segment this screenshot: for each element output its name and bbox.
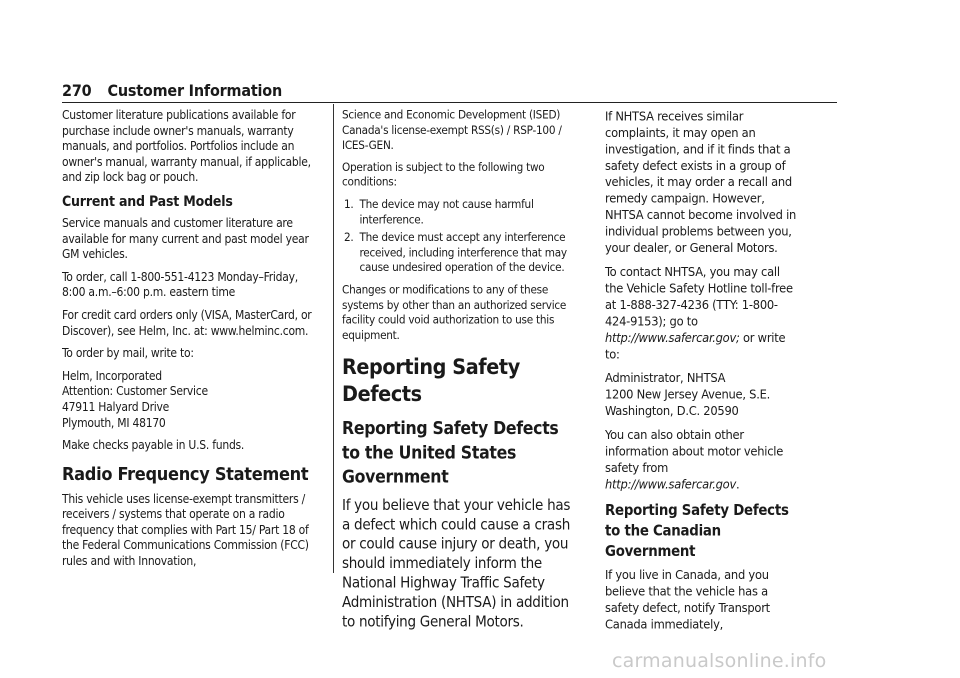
safercar-link-2[interactable]: http://www.safercar.gov xyxy=(605,476,737,492)
nhtsa-investigation-paragraph: If NHTSA receives similar complaints, it may open an investigation, and if it finds that a safety defect exists in a group of vehicles, it may order a recall and remedy campaign. However, NHTSA cannot become involved in individual problems between you, your dealer, or General Motors. xyxy=(605,108,797,256)
address-line: Administrator, NHTSA xyxy=(605,370,726,386)
safercar-link[interactable]: http://www.safercar.gov; xyxy=(605,330,740,346)
heading-radio-frequency: Radio Frequency Statement xyxy=(62,463,309,485)
address-line: Washington, D.C. 20590 xyxy=(605,403,739,419)
heading-current-past-models: Current and Past Models xyxy=(62,193,233,210)
checks-paragraph: Make checks payable in U.S. funds. xyxy=(62,438,245,453)
column-divider-left xyxy=(333,104,334,573)
other-info-paragraph: You can also obtain other information about motor vehicle safety from http://www.safercar.gov. xyxy=(605,427,784,492)
heading-us-government: Reporting Safety Defects to the United States Government xyxy=(342,418,559,488)
column-1 xyxy=(62,108,324,577)
order-mail-paragraph: To order by mail, write to: xyxy=(62,346,194,361)
credit-card-paragraph: For credit card orders only (VISA, MasterCard, or Discover), see Helm, Inc. at: www.helminc.com. xyxy=(62,307,312,338)
address-line: 1200 New Jersey Avenue, S.E. xyxy=(605,387,771,402)
nhtsa-address xyxy=(605,370,799,419)
literature-paragraph: Customer literature publications available for purchase include owner's manuals, warranty manuals, and portfolios. Portfolios include an owner's manual, warranty manual, if applicable, and zip lock bag or pouch. xyxy=(62,108,311,185)
helm-address xyxy=(62,369,324,431)
contact-nhtsa-paragraph: To contact NHTSA, you may call the Vehicle Safety Hotline toll-free at 1-888-327-4236 (TTY: 1-800-424-9153); go to http://www.safercar.gov; or write to: xyxy=(605,264,793,362)
order-phone-paragraph: To order, call 1-800-551-4123 Monday–Friday, 8:00 a.m.–6:00 p.m. eastern time xyxy=(62,269,298,300)
page-header xyxy=(62,80,837,103)
conditions-paragraph: Operation is subject to the following two conditions: xyxy=(342,160,545,189)
ised-paragraph: Science and Economic Development (ISED) Canada's license-exempt RSS(s) / RSP-100 / ICES-GEN. xyxy=(342,108,562,152)
changes-paragraph: Changes or modifications to any of these systems by other than an authorized service facility could void authorization to use this equipment. xyxy=(342,282,567,342)
service-manuals-paragraph: Service manuals and customer literature are available for many current and past model year GM vehicles. xyxy=(62,215,309,262)
address-line: 47911 Halyard Drive xyxy=(62,399,170,414)
page-number: 270 xyxy=(62,81,92,100)
conditions-list xyxy=(342,197,575,276)
radio-paragraph: This vehicle uses license-exempt transmitters / receivers / systems that operate on a radio frequency that complies with Part 15/ Part 18 of the Federal Communications Commission (FCC) rules and with Innovation, xyxy=(62,491,309,569)
address-line: Helm, Incorporated xyxy=(62,368,162,383)
heading-canadian-government: Reporting Safety Defects to the Canadian Government xyxy=(605,501,789,561)
defect-paragraph: If you believe that your vehicle has a defect which could cause a crash or could cause injury or death, you should immediately inform the National Highway Traffic Safety Administration (NHTSA) in addition to notifying General Motors. xyxy=(342,496,571,631)
list-item: 2. The device must accept any interference received, including interference that may cause undesired operation of the device. xyxy=(343,230,567,275)
list-item: 1. The device may not cause harmful interference. xyxy=(343,197,534,227)
section-title: Customer Information xyxy=(107,81,283,100)
canada-paragraph: If you live in Canada, and you believe that the vehicle has a safety defect, notify Transport Canada immediately, xyxy=(605,567,770,632)
column-2 xyxy=(342,108,575,640)
heading-reporting-safety-defects: Reporting Safety Defects xyxy=(342,355,520,408)
address-line: Plymouth, MI 48170 xyxy=(62,415,166,430)
watermark: carmanualsonline.info xyxy=(612,650,827,672)
address-line: Attention: Customer Service xyxy=(62,384,208,399)
column-3 xyxy=(605,108,799,640)
